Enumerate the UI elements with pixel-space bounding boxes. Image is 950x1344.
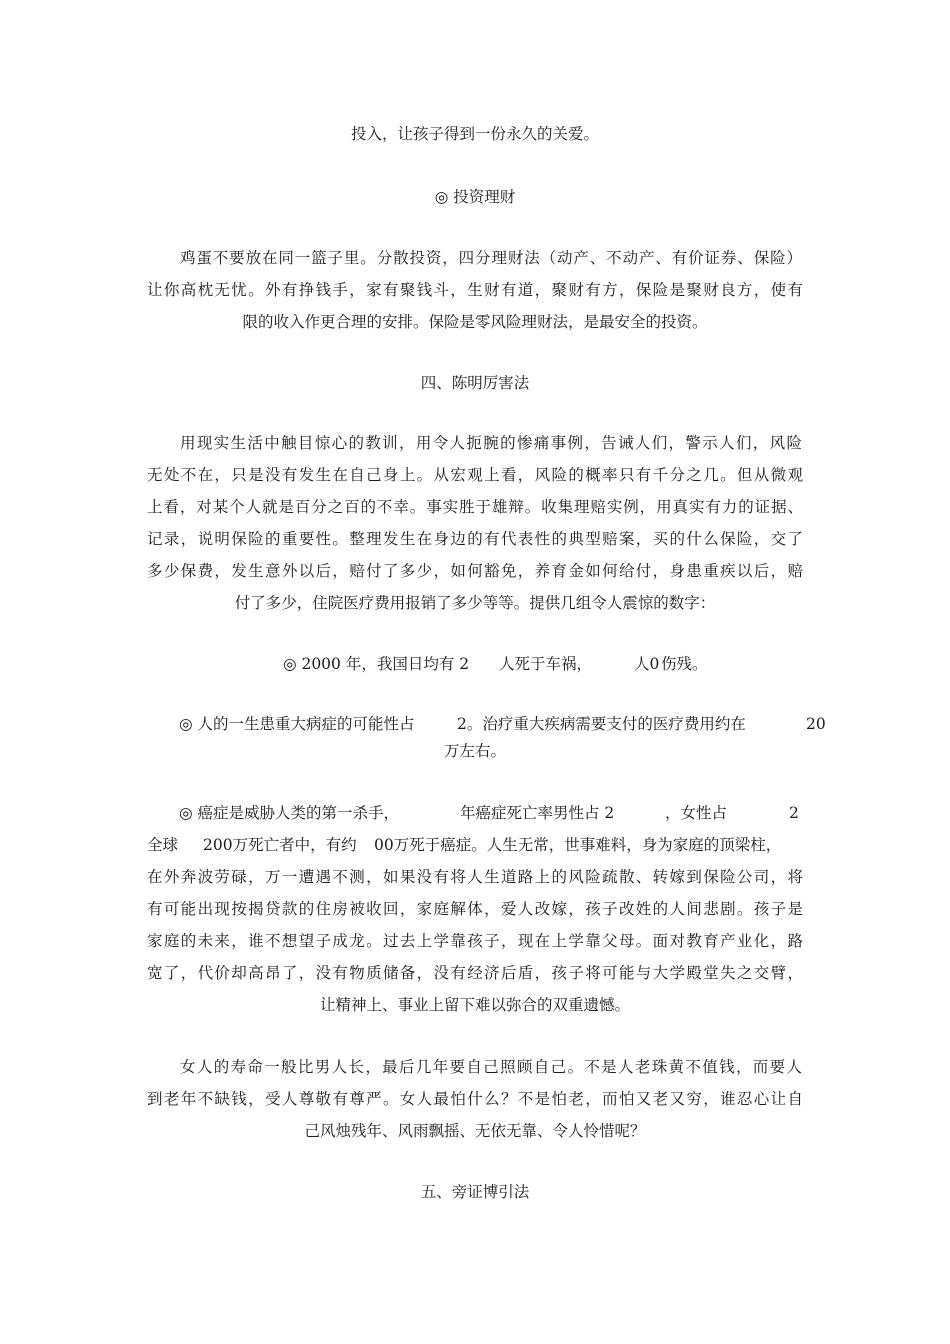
paragraph-line: 家庭的未来，谁不想望子成龙。过去上学靠孩子，现在上学靠父母。面对教育产业化，路 xyxy=(147,932,803,950)
paragraph-line: 用现实生活中触目惊心的教训，用令人扼腕的惨痛事例，告诫人们，警示人们，风险 xyxy=(180,434,802,452)
bullet-cancer-part3: ，女性占 xyxy=(665,804,728,822)
paragraph-line: 宽了，代价却高昂了，没有物质储备，没有经济后盾，孩子将可能与大学殿堂失之交臂， xyxy=(147,964,803,982)
bullet-car-accident-part2: 人死于车祸， xyxy=(499,655,593,673)
section-heading-invest: ◎ 投资理财 xyxy=(434,188,516,206)
paragraph-line: 无处不在，只是没有发生在自己身上。从宏观上看，风险的概率只有千分之几。但从微观 xyxy=(147,466,803,484)
bullet-illness-part4: 万左右。 xyxy=(443,742,506,760)
paragraph-line: 己风烛残年、风雨飘摇、无依无靠、令人怜惜呢？ xyxy=(304,1122,646,1140)
paragraph-line: 记录，说明保险的重要性。整理发生在身边的有代表性的典型赔案，买的什么保险，交了 xyxy=(147,530,803,548)
paragraph-line: 到老年不缺钱，受人尊敬有尊严。女人最怕什么？不是怕老，而怕又老又穷，谁忍心让自 xyxy=(147,1090,803,1108)
bullet-cancer-part2: 年癌症死亡率男性占 2 xyxy=(460,804,615,822)
paragraph-line: 付了多少，住院医疗费用报销了多少等等。提供几组令人震惊的数字： xyxy=(234,594,716,612)
bullet-illness-part3: 20 xyxy=(806,715,826,733)
bullet-car-accident-part4: 伤残。 xyxy=(661,655,708,673)
paragraph-line: 限的收入作更合理的安排。保险是零风险理财法，是最安全的投资。 xyxy=(242,313,708,331)
paragraph-line: 多少保费，发生意外以后，赔付了多少，如何豁免，养育金如何给付，身患重疾以后，赔 xyxy=(147,562,803,580)
paragraph-line: 在外奔波劳碌，万一遭遇不测，如果没有将人生道路上的风险疏散、转嫁到保险公司，将 xyxy=(147,868,803,886)
paragraph-line: 女人的寿命一般比男人长，最后几年要自己照顾自己。不是人老珠黄不值钱，而要人 xyxy=(180,1058,802,1076)
paragraph-line: 投入，让孩子得到一份永久的关爱。 xyxy=(350,125,599,143)
bullet-car-accident-part3: 人0 xyxy=(634,655,660,673)
bullet-illness-part2: 2。治疗重大疾病需要支付的医疗费用约在 xyxy=(457,715,746,733)
bullet-cancer-part6: 200万死亡者中，有约 xyxy=(203,836,357,854)
bullet-cancer-part1: ◎ 癌症是威胁人类的第一杀手， xyxy=(179,804,399,822)
bullet-cancer-part5: 全球 xyxy=(147,836,179,854)
paragraph-line: 有可能出现按揭贷款的住房被收回，家庭解体，爱人改嫁，孩子改姓的人间悲剧。孩子是 xyxy=(147,900,803,918)
bullet-cancer-part4: 2 xyxy=(789,804,799,822)
paragraph-line: 鸡蛋不要放在同一篮子里。分散投资，四分理财法（动产、不动产、有价证券、保险） xyxy=(180,249,802,267)
paragraph-line: 让精神上、事业上留下难以弥合的双重遗憾。 xyxy=(319,996,630,1014)
section-heading-four: 四、陈明厉害法 xyxy=(420,374,530,392)
bullet-car-accident-part1: ◎ 2000 年，我国日均有 2 xyxy=(283,655,470,673)
bullet-illness-part1: ◎ 人的一生患重大病症的可能性占 xyxy=(179,715,415,733)
section-heading-five: 五、旁证博引法 xyxy=(420,1183,530,1201)
paragraph-line: 上看，对某个人就是百分之百的不幸。事实胜于雄辩。收集理赔实例，用真实有力的证据、 xyxy=(147,498,803,516)
bullet-cancer-part7: 00万死于癌症。人生无常，世事难料，身为家庭的顶梁柱， xyxy=(374,836,782,854)
paragraph-line: 让你高枕无忧。外有挣钱手，家有聚钱斗，生财有道，聚财有方，保险是聚财良方，使有 xyxy=(147,281,803,299)
